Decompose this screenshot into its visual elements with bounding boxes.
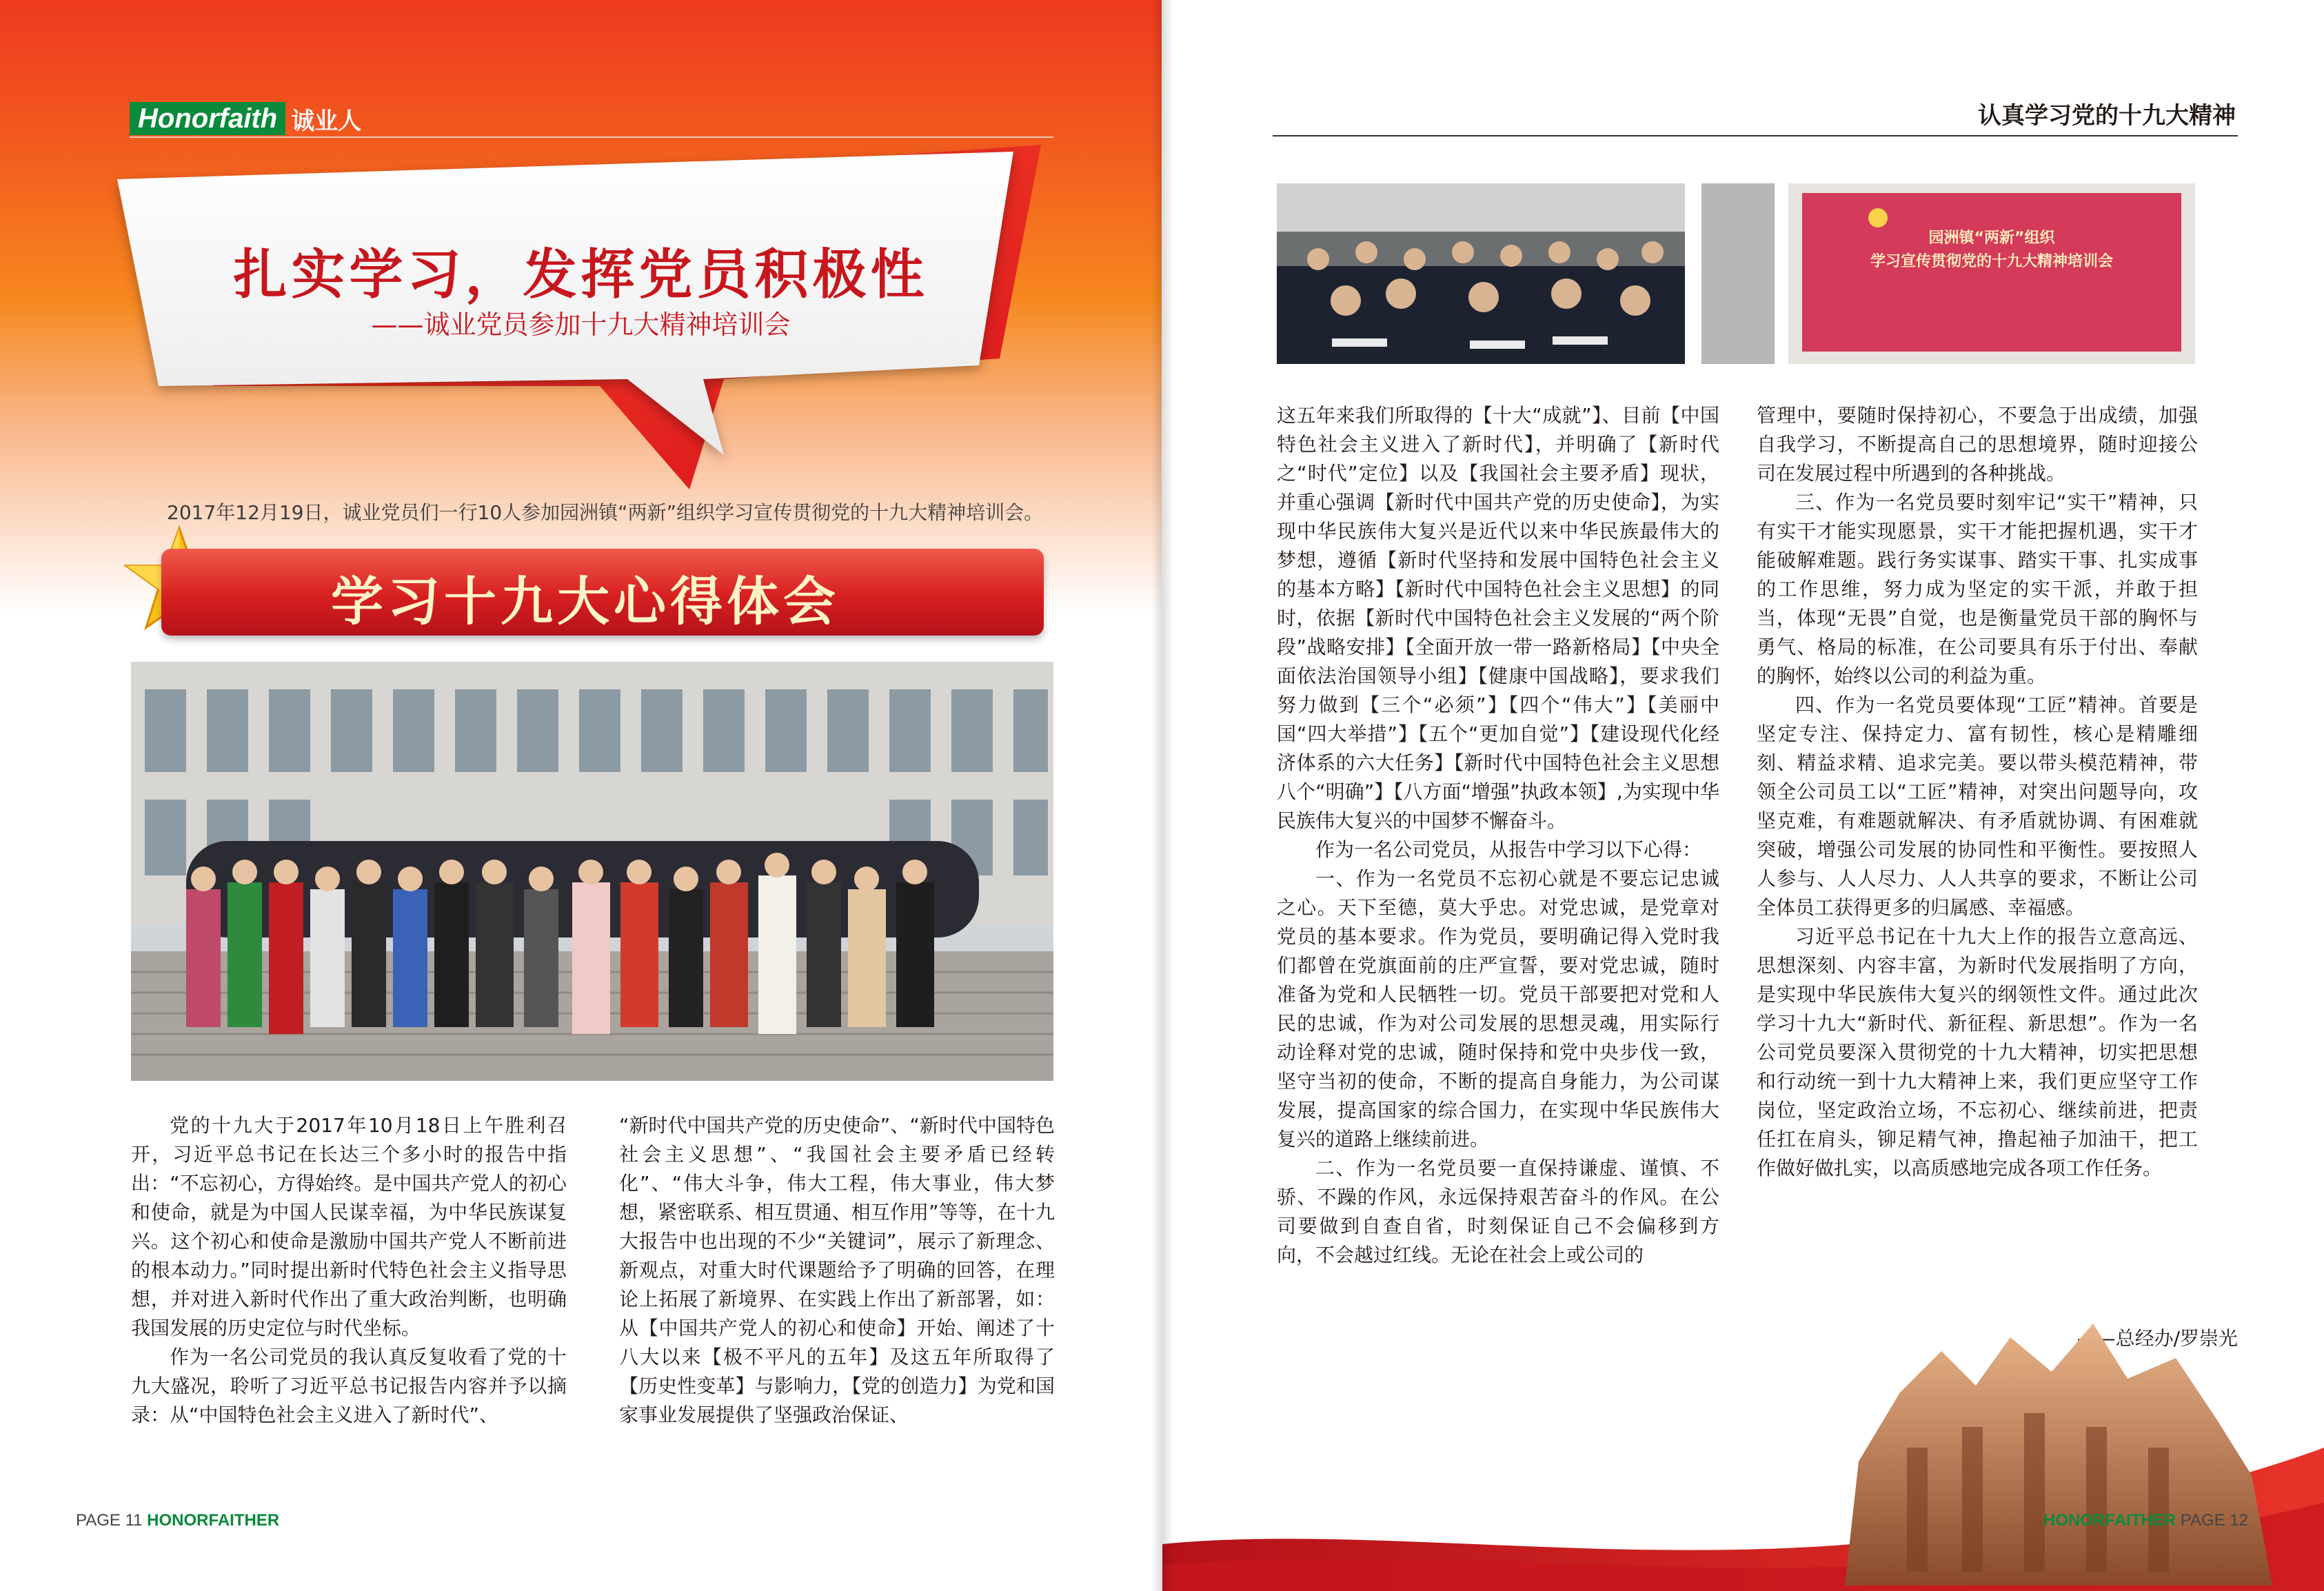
group-photo (131, 662, 1053, 1081)
page-number: PAGE 11 (76, 1511, 143, 1530)
classroom-photo (1277, 183, 1685, 364)
article-intro: 2017年12月19日，诚业党员们一行10人参加园洲镇“两新”组织学习宣传贯彻党的十九大精神培训会。 (167, 501, 1044, 524)
photo-placeholder (1701, 183, 1775, 364)
page-folio-left (76, 1511, 279, 1530)
article-title: 扎实学习，发挥党员积极性 (233, 243, 929, 306)
header-rule (1273, 135, 2238, 136)
column-3 (1277, 401, 1719, 1270)
book-gutter (1151, 0, 1173, 1591)
paragraph: 三、作为一名党员要时刻牢记“实干”精神，只有实干才能实现愿景，实干才能把握机遇，实干才能破解难题。践行务实谋事、踏实干事、扎实成事的工作思维，努力成为坚定的实干派，并敢于担当，体现“无畏”自觉，也是衡量党员干部的胸怀与勇气、格局的标准，在公司要具有乐于付出、奉献的胸怀，始终以公司的利益为重。 (1757, 491, 2198, 687)
right-page (1162, 0, 2324, 1591)
column-1 (131, 1111, 567, 1430)
paragraph: 四、作为一名党员要体现“工匠”精神。首要是坚定专注、保持定力、富有韧性，核心是精雕细刻、精益求精、追求完美。要以带头模范精神，带领全公司员工以“工匠”精神，对突出问题导向，攻坚克难，有难题就解决、有矛盾就协调、有困难就突破，增强公司发展的协同性和平衡性。要按照人人参与、人人尽力、人人共享的要求，不断让公司全体员工获得更多的归属感、幸福感。 (1757, 693, 2198, 919)
paragraph: 这五年来我们所取得的【十大“成就”】、目前【中国特色社会主义进入了新时代】，并明确了【新时代之“时代”定位】以及【我国社会主要矛盾】现状，并重心强调【新时代中国共产党的历史使命】，为实现中华民族伟大复兴是近代以来中华民族最伟大的梦想，遵循【新时代坚持和发展中国特色社会主义的基本方略】【新时代中国特色社会主义思想】的同时，依据【新时代中国特色社会主义发展的“两个阶段”战略安排】【全面开放一带一路新格局】【中央全面依法治国领导小组】【健康中国战略】，要求我们努力做到【三个“必须”】【四个“伟大”】【美丽中国“四大举措”】【五个“更加自觉”】【建设现代化经济体系的六大任务】【新时代中国特色社会主义思想八个“明确”】【八方面“增强”执政本领】,为实现中华民族伟大复兴的中国梦不懈奋斗。 (1277, 404, 1719, 832)
banner-line-1: 园洲镇“两新”组织 (1928, 230, 2055, 247)
column-2 (619, 1111, 1055, 1430)
paragraph: 作为一名公司党员，从报告中学习以下心得： (1315, 838, 1702, 861)
paragraph: “新时代中国共产党的历史使命”、“新时代中国特色社会主义思想”、“我国社会主要矛盾已经转化”、“伟大斗争，伟大工程，伟大事业，伟大梦想，紧密联系、相互贯通、相互作用”等等，在十九大报告中也出现的不少“关键词”，展示了新理念、新观点，对重大时代课题给予了明确的回答，在理论上拓展了新境界、在实践上作出了新部署，如：从【中国共产党人的初心和使命】开始、阐述了十八大以来【极不平凡的五年】及这五年所取得了【历史性变革】与影响力，【党的创造力】为党和国家事业发展提供了坚强政治保证、 (619, 1114, 1055, 1426)
page-number: PAGE 12 (2180, 1511, 2248, 1530)
paragraph: 管理中，要随时保持初心，不要急于出成绩，加强自我学习，不断提高自己的思想境界，随时迎接公司在发展过程中所遇到的各种挑战。 (1757, 404, 2198, 485)
brand-logo (130, 102, 361, 135)
column-4 (1757, 401, 2198, 1183)
paragraph: 二、作为一名党员要一直保持谦虚、谨慎、不骄、不躁的作风，永远保持艰苦奋斗的作风。在公司要做到自查自省，时刻保证自己不会偏移到方向，不会越过红线。无论在社会上或公司的 (1277, 1157, 1719, 1266)
paragraph: 作为一名公司党员的我认真反复收看了党的十九大盛况，聆听了习近平总书记报告内容并予以摘录：从“中国特色社会主义进入了新时代”、 (131, 1346, 567, 1426)
page-folio-right (2043, 1511, 2248, 1530)
training-banner-photo (1788, 183, 2195, 364)
magazine-name: HONORFAITHER (2043, 1511, 2176, 1530)
brand-name-cn: 诚业人 (291, 107, 362, 135)
monument-sculpture (1803, 1310, 2286, 1585)
section-banner-title: 学习十九大心得体会 (331, 571, 840, 632)
banner-line-2: 学习宣传贯彻党的十九大精神培训会 (1870, 253, 2113, 270)
running-header: 认真学习党的十九大精神 (1978, 102, 2236, 130)
paragraph: 一、作为一名党员不忘初心就是不要忘记忠诚之心。天下至德，莫大乎忠。对党忠诚，是党章对党员的基本要求。作为党员，要明确记得入党时我们都曾在党旗面前的庄严宣誓，要对党忠诚，随时准备为党和人民牺牲一切。党员干部要把对党和人民的忠诚，作为对公司发展的思想灵魂，用实际行动诠释对党的忠诚，随时保持和党中央步伐一致，坚守当初的使命，不断的提高自身能力，为公司谋发展，提高国家的综合国力，在实现中华民族伟大复兴的道路上继续前进。 (1277, 867, 1719, 1151)
magazine-name: HONORFAITHER (147, 1511, 280, 1530)
paragraph: 习近平总书记在十九大上作的报告立意高远、思想深刻、内容丰富，为新时代发展指明了方向，是实现中华民族伟大复兴的纲领性文件。通过此次学习十九大“新时代、新征程、新思想”。作为一名公司党员要深入贯彻党的十九大精神，切实把思想和行动统一到十九大精神上来，我们更应坚守工作岗位，坚定政治立场，不忘初心、继续前进，把责任扛在肩头，铆足精气神，撸起袖子加油干，把工作做好做扎实，以高质感地完成各项工作任务。 (1757, 925, 2198, 1179)
author-signature: ——总经办/罗崇光 (2077, 1327, 2238, 1350)
brand-name-en: Honorfaith (130, 102, 285, 135)
article-subtitle: ——诚业党员参加十九大精神培训会 (371, 310, 791, 340)
paragraph: 党的十九大于2017年10月18日上午胜利召开，习近平总书记在长达三个多小时的报告中指出：“不忘初心，方得始终。是中国共产党人的初心和使命，就是为中国人民谋幸福，为中华民族谋复兴。这个初心和使命是激励中国共产党人不断前进的根本动力。”同时提出新时代特色社会主义指导思想，并对进入新时代作出了重大政治判断，也明确我国发展的历史定位与时代坐标。 (131, 1114, 567, 1339)
